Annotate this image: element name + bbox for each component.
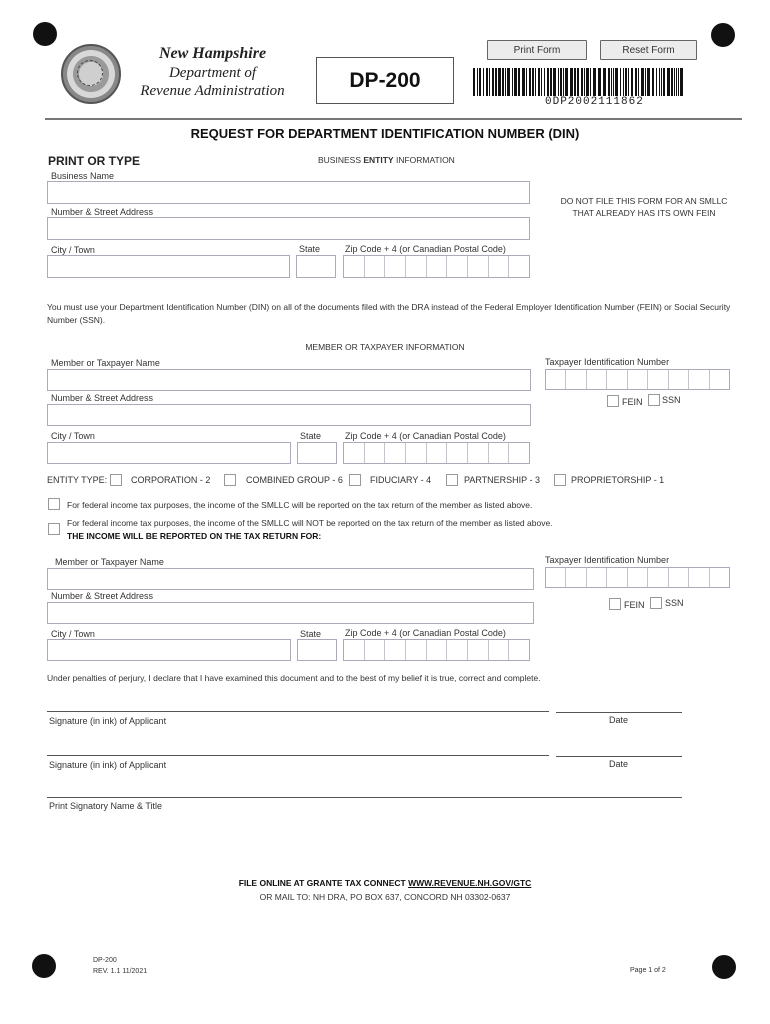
member-tin-input[interactable] xyxy=(545,369,730,390)
barcode-bar xyxy=(538,68,540,96)
barcode-bar xyxy=(489,68,490,96)
return-name-input[interactable] xyxy=(47,568,534,590)
return-fein-checkbox[interactable] xyxy=(609,598,621,610)
not-reported-text: For federal income tax purposes, the income of the SMLLC will NOT be reported on the tax return of the member as listed above. xyxy=(67,518,553,528)
barcode-bar xyxy=(560,68,562,96)
date-line-1[interactable] xyxy=(556,712,682,713)
barcode-bar xyxy=(498,68,501,96)
barcode-bar xyxy=(526,68,527,96)
reset-form-button[interactable]: Reset Form xyxy=(600,40,697,60)
barcode-bar xyxy=(635,68,637,96)
business-zip-input[interactable] xyxy=(343,255,530,278)
state-seal-logo xyxy=(61,44,121,104)
barcode-bar xyxy=(502,68,504,96)
barcode-bar xyxy=(671,68,673,96)
business-state-label: State xyxy=(299,244,321,254)
barcode-bar xyxy=(570,68,573,96)
return-name-label: Member or Taxpayer Name xyxy=(55,557,164,567)
barcode-bar xyxy=(584,68,585,96)
barcode-bar xyxy=(656,68,657,96)
return-state-label: State xyxy=(300,629,322,639)
signature-1-label: Signature (in ink) of Applicant xyxy=(49,716,167,726)
corporation-checkbox[interactable] xyxy=(110,474,122,486)
barcode-bar xyxy=(577,68,579,96)
smllc-note-line-1: DO NOT FILE THIS FORM FOR AN SMLLC xyxy=(560,196,728,206)
member-zip-label: Zip Code + 4 (or Canadian Postal Code) xyxy=(345,431,506,441)
footer-revision: REV. 1.1 11/2021 xyxy=(93,968,148,975)
return-ssn-checkbox[interactable] xyxy=(650,597,662,609)
barcode-bar xyxy=(479,68,481,96)
barcode-bar xyxy=(645,68,646,96)
registration-dot-bottom-left xyxy=(32,954,56,978)
print-name-line[interactable] xyxy=(47,797,682,798)
entity-type-label: ENTITY TYPE: xyxy=(47,475,108,485)
barcode-bar xyxy=(473,68,475,96)
combined-group-label: COMBINED GROUP - 6 xyxy=(246,475,343,485)
barcode-bar xyxy=(512,68,513,96)
barcode-bar xyxy=(680,68,683,96)
barcode-bar xyxy=(608,68,610,96)
member-ssn-checkbox[interactable] xyxy=(648,394,660,406)
barcode-bar xyxy=(514,68,517,96)
barcode-bar xyxy=(659,68,660,96)
date-1-label: Date xyxy=(609,715,629,725)
barcode-bar xyxy=(535,68,536,96)
business-name-label: Business Name xyxy=(51,171,115,181)
form-title: REQUEST FOR DEPARTMENT IDENTIFICATION NUMBER (DIN) xyxy=(190,126,580,141)
smllc-note-line-2: THAT ALREADY HAS ITS OWN FEIN xyxy=(572,208,716,218)
barcode-bar xyxy=(565,68,568,96)
perjury-statement: Under penalties of perjury, I declare that I have examined this document and to the best of my belief it is true, correct and complete. xyxy=(47,673,541,683)
barcode-bar xyxy=(522,68,525,96)
business-zip-label: Zip Code + 4 (or Canadian Postal Code) xyxy=(345,244,506,254)
barcode-bar xyxy=(678,68,679,96)
registration-dot-top-right xyxy=(711,23,735,47)
reported-member-text: For federal income tax purposes, the income of the SMLLC will be reported on the tax return of the member as listed above. xyxy=(67,500,533,510)
business-state-input[interactable] xyxy=(296,255,336,278)
barcode-bar xyxy=(603,68,606,96)
business-street-input[interactable] xyxy=(47,217,530,240)
barcode-bar xyxy=(486,68,488,96)
return-fein-label: FEIN xyxy=(624,600,645,610)
form-number: DP-200 xyxy=(316,57,454,104)
business-entity-section-title xyxy=(318,155,455,165)
date-2-label: Date xyxy=(609,759,629,769)
barcode-number: 0DP2002111862 xyxy=(545,96,644,108)
barcode-bar xyxy=(492,68,494,96)
barcode-bar xyxy=(518,68,520,96)
section-bold: ENTITY xyxy=(363,155,394,165)
barcode-bar xyxy=(550,68,552,96)
barcode-bar xyxy=(574,68,576,96)
file-online-prefix: FILE ONLINE AT GRANTE TAX CONNECT xyxy=(238,878,409,888)
return-state-input[interactable] xyxy=(297,639,337,661)
corporation-label: CORPORATION - 2 xyxy=(131,475,211,485)
member-street-input[interactable] xyxy=(47,404,531,426)
fiduciary-checkbox[interactable] xyxy=(349,474,361,486)
barcode-bar xyxy=(667,68,670,96)
barcode-bar xyxy=(647,68,650,96)
return-zip-input[interactable] xyxy=(343,639,530,661)
barcode-bar xyxy=(620,68,621,96)
barcode-bar xyxy=(541,68,542,96)
barcode-bar xyxy=(507,68,510,96)
din-notice: You must use your Department Identification Number (DIN) on all of the documents filed with the DRA instead of the Federal Employer Identification Number (FEIN) or Social Security Number (SSN). xyxy=(47,302,731,325)
print-or-type-heading: PRINT OR TYPE xyxy=(48,154,141,168)
business-name-input[interactable] xyxy=(47,181,530,204)
member-state-input[interactable] xyxy=(297,442,337,464)
barcode-bar xyxy=(483,68,484,96)
agency-line-1: New Hampshire xyxy=(158,45,267,62)
return-ssn-label: SSN xyxy=(665,598,684,608)
barcode-bar xyxy=(663,68,665,96)
signature-2-label: Signature (in ink) of Applicant xyxy=(49,760,167,770)
print-form-button[interactable]: Print Form xyxy=(487,40,587,60)
business-street-label: Number & Street Address xyxy=(51,207,154,217)
member-street-label: Number & Street Address xyxy=(51,393,154,403)
barcode-bar xyxy=(593,68,596,96)
barcode-bar xyxy=(544,68,545,96)
member-zip-input[interactable] xyxy=(343,442,530,464)
print-name-label: Print Signatory Name & Title xyxy=(49,801,163,811)
reported-for-text: THE INCOME WILL BE REPORTED ON THE TAX RETURN FOR: xyxy=(67,531,322,541)
barcode-bar xyxy=(661,68,662,96)
barcode-bar xyxy=(613,68,614,96)
return-street-input[interactable] xyxy=(47,602,534,624)
member-tin-label: Taxpayer Identification Number xyxy=(545,357,670,367)
registration-dot-bottom-right xyxy=(712,955,736,979)
return-city-label: City / Town xyxy=(51,629,95,639)
reported-member-checkbox[interactable] xyxy=(48,498,60,510)
barcode-bar xyxy=(598,68,601,96)
business-city-input[interactable] xyxy=(47,255,290,278)
not-reported-checkbox[interactable] xyxy=(48,523,60,535)
member-fein-checkbox[interactable] xyxy=(607,395,619,407)
agency-line-2: Department of xyxy=(168,65,257,81)
return-street-label: Number & Street Address xyxy=(51,591,154,601)
member-name-input[interactable] xyxy=(47,369,531,391)
mail-to-line: OR MAIL TO: NH DRA, PO BOX 637, CONCORD NH 03302-0637 xyxy=(259,892,511,902)
barcode-bar xyxy=(590,68,591,96)
return-city-input[interactable] xyxy=(47,639,291,661)
member-name-label: Member or Taxpayer Name xyxy=(51,358,160,368)
barcode xyxy=(473,68,686,96)
barcode-bar xyxy=(581,68,583,96)
partnership-label: PARTNERSHIP - 3 xyxy=(464,475,541,485)
member-city-label: City / Town xyxy=(51,431,95,441)
footer-page-number: Page 1 of 2 xyxy=(630,967,666,974)
barcode-bar xyxy=(558,68,559,96)
file-online-link[interactable]: WWW.REVENUE.NH.GOV/GTC xyxy=(408,878,532,888)
agency-line-3: Revenue Administration xyxy=(140,83,285,99)
barcode-bar xyxy=(676,68,677,96)
registration-dot-top-left xyxy=(33,22,57,46)
proprietorship-checkbox[interactable] xyxy=(554,474,566,486)
barcode-bar xyxy=(532,68,534,96)
barcode-bar xyxy=(641,68,644,96)
footer-form-id: DP-200 xyxy=(93,957,117,964)
member-section-title: MEMBER OR TAXPAYER INFORMATION xyxy=(305,342,465,352)
barcode-bar xyxy=(615,68,618,96)
barcode-bar xyxy=(495,68,497,96)
return-tin-input[interactable] xyxy=(545,567,730,588)
fiduciary-label: FIDUCIARY - 4 xyxy=(370,475,432,485)
section-suffix: INFORMATION xyxy=(393,155,455,165)
return-tin-label: Taxpayer Identification Number xyxy=(545,555,670,565)
signature-line-2[interactable] xyxy=(47,755,549,756)
barcode-bar xyxy=(628,68,629,96)
date-line-2[interactable] xyxy=(556,756,682,757)
barcode-bar xyxy=(638,68,639,96)
barcode-bar xyxy=(505,68,506,96)
business-city-label: City / Town xyxy=(51,245,95,255)
proprietorship-label: PROPRIETORSHIP - 1 xyxy=(571,475,665,485)
member-city-input[interactable] xyxy=(47,442,291,464)
header-divider xyxy=(45,118,742,120)
barcode-bar xyxy=(625,68,627,96)
partnership-checkbox[interactable] xyxy=(446,474,458,486)
member-state-label: State xyxy=(300,431,322,441)
barcode-bar xyxy=(652,68,654,96)
barcode-bar xyxy=(631,68,633,96)
barcode-bar xyxy=(477,68,478,96)
return-zip-label: Zip Code + 4 (or Canadian Postal Code) xyxy=(345,628,506,638)
barcode-bar xyxy=(529,68,531,96)
signature-line-1[interactable] xyxy=(47,711,549,712)
file-online-line xyxy=(0,878,770,888)
barcode-bar xyxy=(611,68,612,96)
combined-group-checkbox[interactable] xyxy=(224,474,236,486)
barcode-bar xyxy=(586,68,589,96)
barcode-bar xyxy=(623,68,624,96)
barcode-bar xyxy=(547,68,549,96)
section-prefix: BUSINESS xyxy=(318,155,364,165)
member-fein-label: FEIN xyxy=(622,397,643,407)
member-ssn-label: SSN xyxy=(662,395,681,405)
barcode-bar xyxy=(553,68,556,96)
barcode-bar xyxy=(674,68,675,96)
barcode-bar xyxy=(563,68,564,96)
